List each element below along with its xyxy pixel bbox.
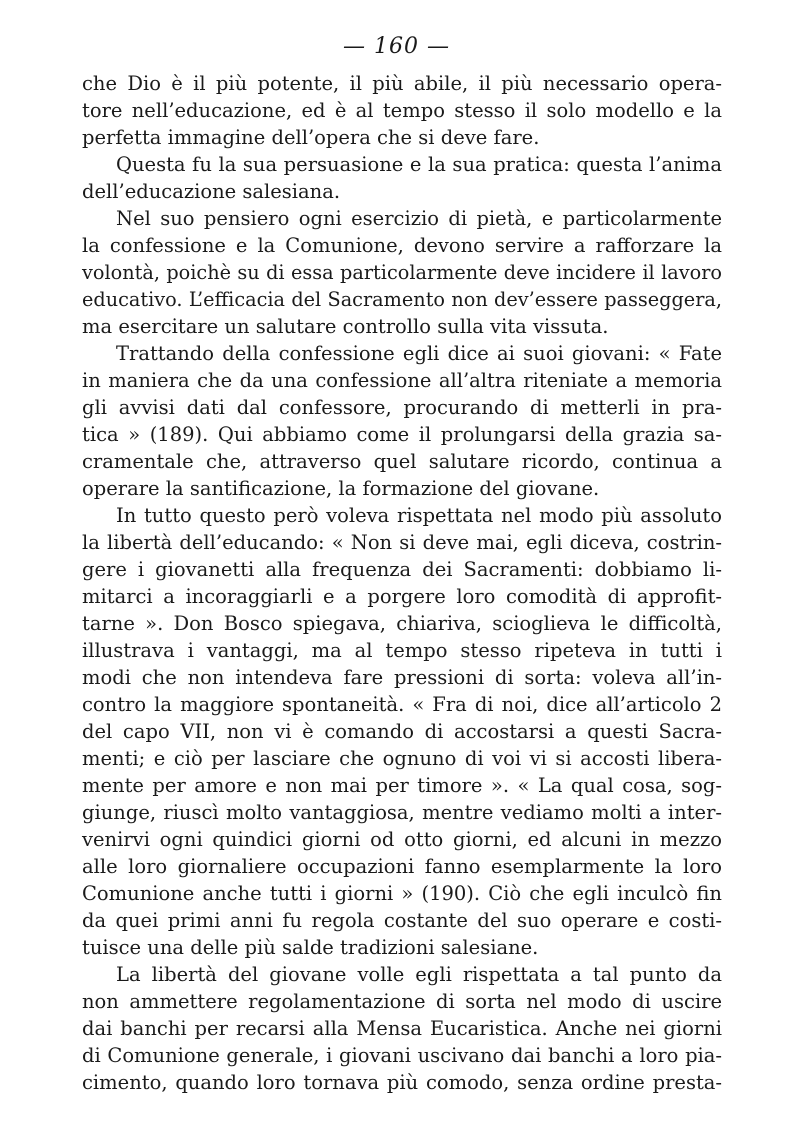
text-line: contro la maggiore spontaneità. « Fra di noi, dice all’articolo 2	[82, 693, 722, 716]
text-line: non ammettere regolamentazione di sorta nel modo di uscire	[82, 990, 722, 1013]
text-line: tore nell’educazione, ed è al tempo stesso il solo modello e la	[82, 99, 722, 122]
text-line: giunge, riuscì molto vantaggiosa, mentre vediamo molti a inter-	[82, 801, 722, 824]
text-line: modi che non intendeva fare pressioni di sorta: voleva all’in-	[82, 666, 722, 689]
text-line: ma esercitare un salutare controllo sulla vita vissuta.	[82, 315, 609, 338]
text-line: in maniera che da una confessione all’altra riteniate a memoria	[82, 369, 722, 392]
text-line: Comunione anche tutti i giorni » (190). Ciò che egli inculcò fin	[82, 882, 722, 905]
text-line: alle loro giornaliere occupazioni fanno esemplarmente la loro	[82, 855, 722, 878]
text-line: mitarci a incoraggiarli e a porgere loro comodità di approfit-	[82, 585, 722, 608]
text-line: Nel suo pensiero ogni esercizio di pietà, e particolarmente	[116, 207, 722, 230]
text-line: Trattando della confessione egli dice ai suoi giovani: « Fate	[116, 342, 722, 365]
text-line: menti; e ciò per lasciare che ognuno di voi vi si accosti libera-	[82, 747, 722, 770]
text-line: cimento, quando loro tornava più comodo, senza ordine presta-	[82, 1071, 722, 1094]
text-line: perfetta immagine dell’opera che si deve fare.	[82, 126, 540, 149]
text-line: educativo. L’efficacia del Sacramento non dev’essere passeggera,	[82, 288, 722, 311]
text-line: La libertà del giovane volle egli rispettata a tal punto da	[116, 963, 722, 986]
text-line: tarne ». Don Bosco spiegava, chiariva, scioglieva le difficoltà,	[82, 612, 722, 635]
page-number: — 160 —	[343, 34, 450, 59]
text-line: illustrava i vantaggi, ma al tempo stesso ripeteva in tutti i	[82, 639, 722, 662]
text-line: dell’educazione salesiana.	[82, 180, 341, 203]
text-line: la libertà dell’educando: « Non si deve mai, egli diceva, costrin-	[82, 531, 722, 554]
text-body	[82, 70, 722, 1096]
text-line: dai banchi per recarsi alla Mensa Eucaristica. Anche nei giorni	[82, 1017, 722, 1040]
text-line: di Comunione generale, i giovani uscivano dai banchi a loro pia-	[82, 1044, 722, 1067]
text-line: operare la santificazione, la formazione del giovane.	[82, 477, 600, 500]
text-line: cramentale che, attraverso quel salutare ricordo, continua a	[82, 450, 722, 473]
text-line: gli avvisi dati dal confessore, procurando di metterli in pra-	[82, 396, 722, 419]
text-line: la confessione e la Comunione, devono servire a rafforzare la	[82, 234, 722, 257]
text-line: Questa fu la sua persuasione e la sua pratica: questa l’anima	[116, 153, 722, 176]
text-line: gere i giovanetti alla frequenza dei Sacramenti: dobbiamo li-	[82, 558, 722, 581]
text-line: che Dio è il più potente, il più abile, il più necessario opera-	[82, 72, 722, 95]
text-line: da quei primi anni fu regola costante del suo operare e costi-	[82, 909, 722, 932]
text-line: tuisce una delle più salde tradizioni salesiane.	[82, 936, 539, 959]
text-line: mente per amore e non mai per timore ». « La qual cosa, sog-	[82, 774, 722, 797]
text-line: In tutto questo però voleva rispettata nel modo più assoluto	[116, 504, 722, 527]
text-line: tica » (189). Qui abbiamo come il prolungarsi della grazia sa-	[82, 423, 722, 446]
text-line: venirvi ogni quindici giorni od otto giorni, ed alcuni in mezzo	[82, 828, 722, 851]
text-line: del capo VII, non vi è comando di accostarsi a questi Sacra-	[82, 720, 722, 743]
text-line: volontà, poichè su di essa particolarmente deve incidere il lavoro	[82, 261, 722, 284]
